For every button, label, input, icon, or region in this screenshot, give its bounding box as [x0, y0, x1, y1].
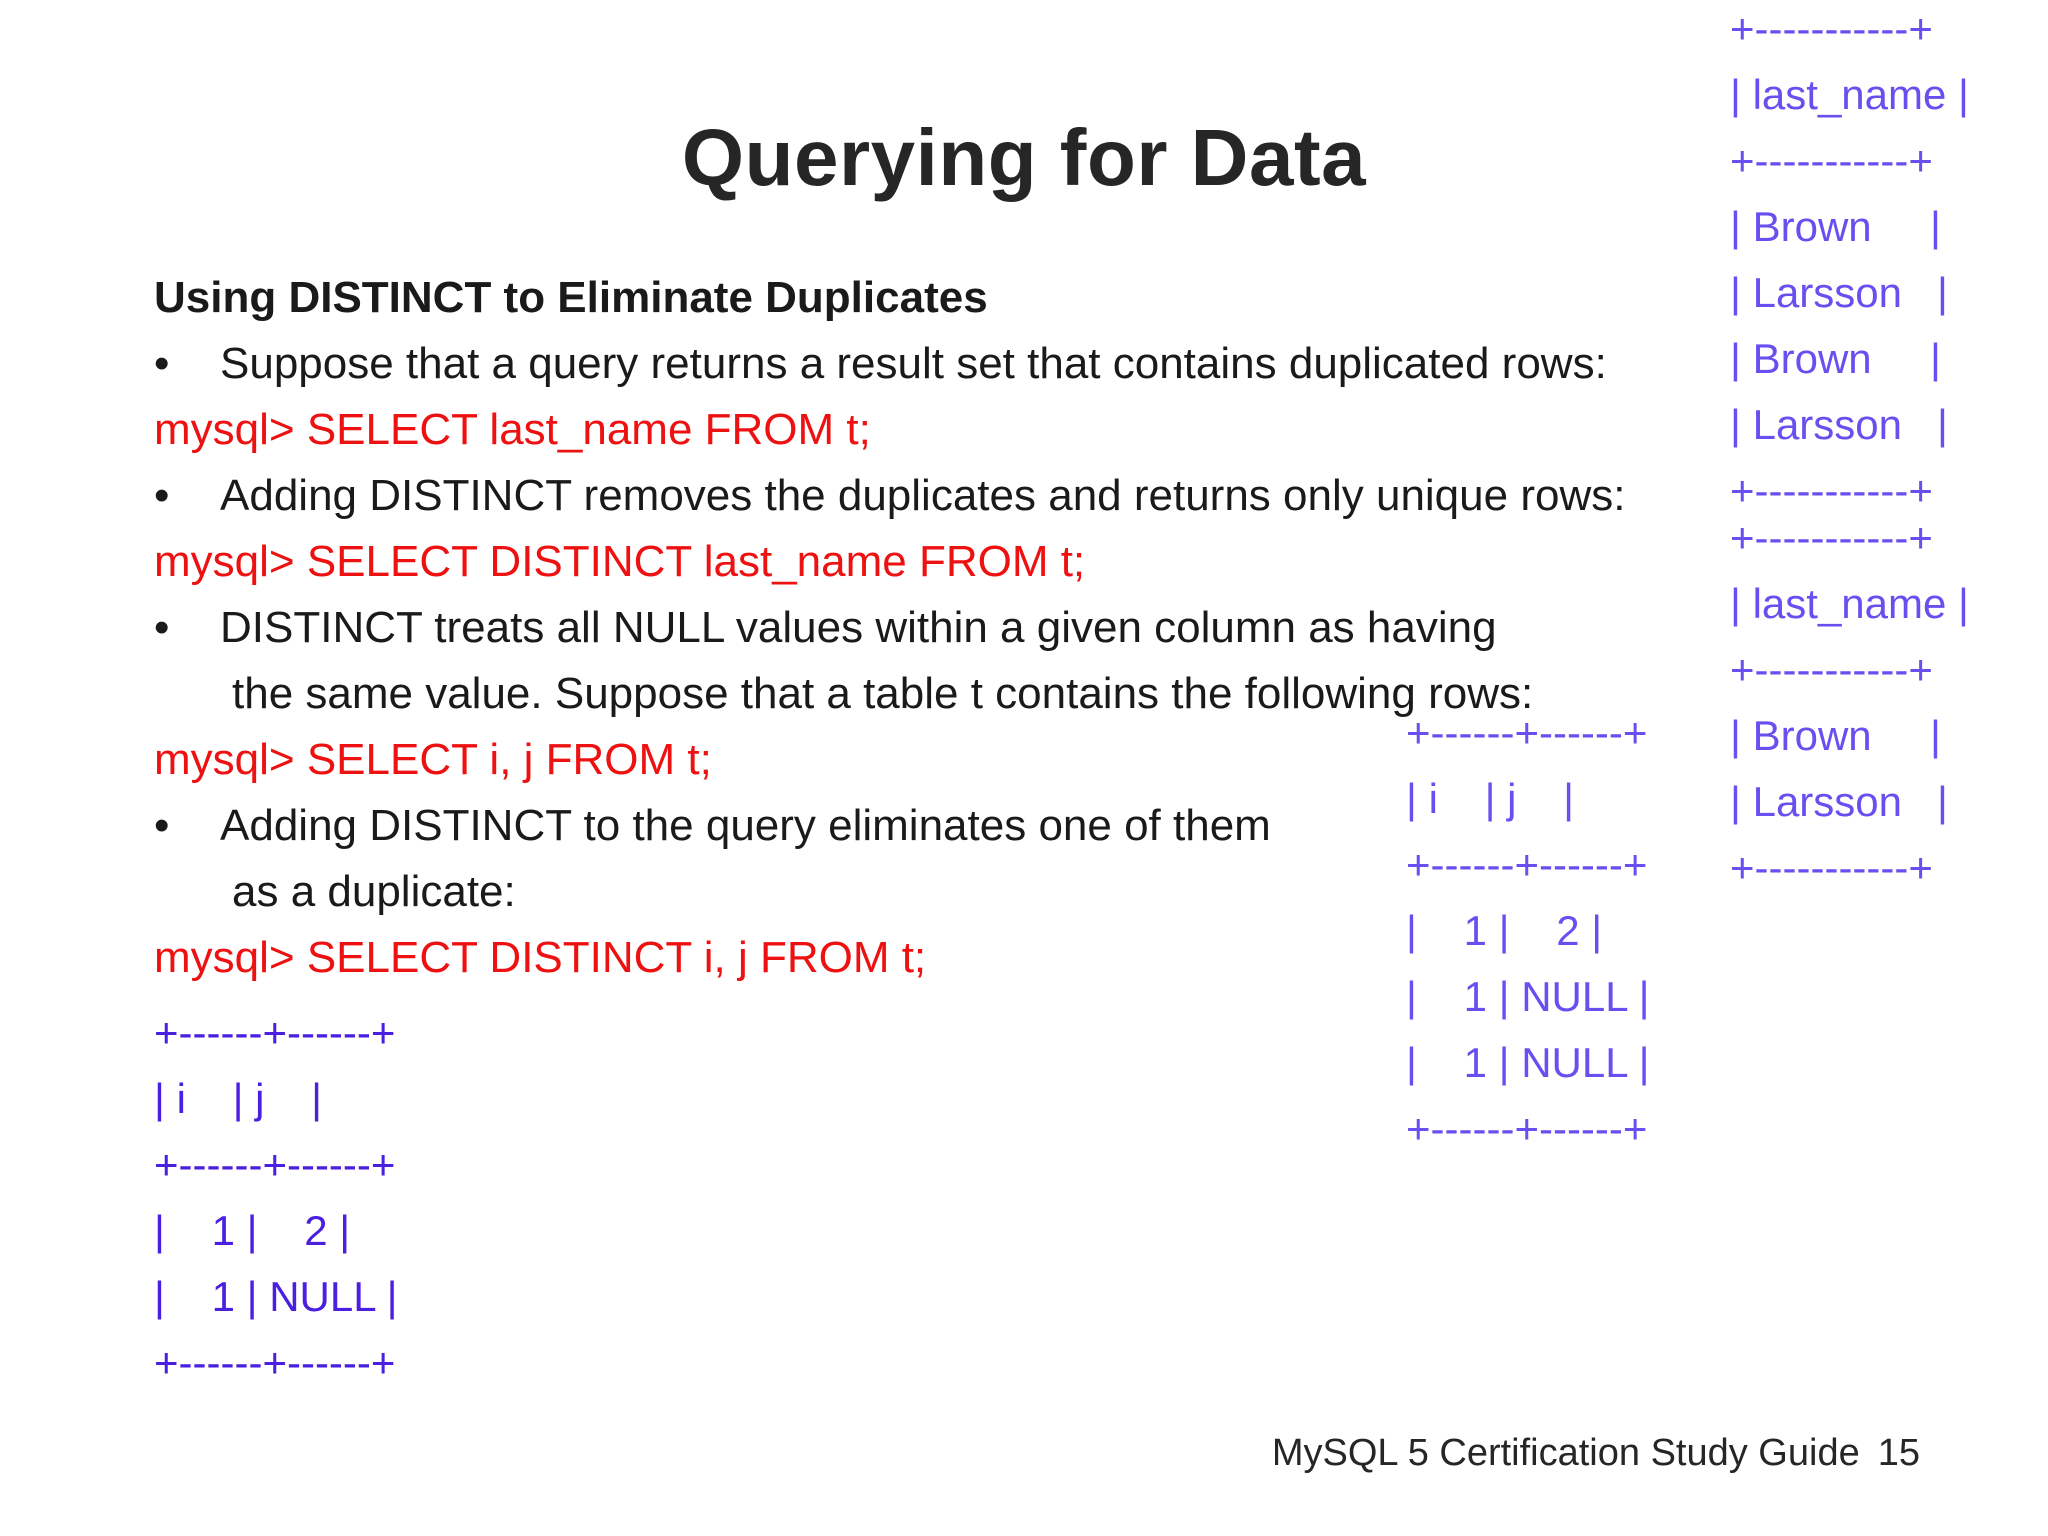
bullet-point — [154, 463, 1714, 529]
table-row: +------+------+ — [1406, 709, 1648, 756]
table-row: | 1 | 2 | — [1406, 907, 1603, 954]
table-row: | last_name | — [1730, 580, 1969, 627]
table-row: | i | j | — [154, 1075, 323, 1122]
bullet-icon: • — [154, 339, 170, 388]
table-row: | last_name | — [1730, 71, 1969, 118]
table-row: | Brown | — [1730, 203, 1941, 250]
table-row: | Larsson | — [1730, 269, 1948, 316]
bullet-continuation: as a duplicate: — [232, 867, 516, 916]
bullet-text: Adding DISTINCT removes the duplicates and returns only unique rows: — [220, 471, 1626, 520]
table-row: +-----------+ — [1730, 137, 1933, 184]
bullet-text: DISTINCT treats all NULL values within a given column as having — [220, 603, 1497, 652]
table-row: | Brown | — [1730, 712, 1941, 759]
table-row: +------+------+ — [1406, 841, 1648, 888]
bullet-icon: • — [154, 801, 170, 850]
bullet-text: Suppose that a query returns a result set that contains duplicated rows: — [220, 339, 1607, 388]
section-heading: Using DISTINCT to Eliminate Duplicates — [154, 273, 988, 322]
table-row: | 1 | NULL | — [1406, 1039, 1650, 1086]
page-number: 15 — [1877, 1432, 1920, 1474]
table-row: +------+------+ — [154, 1339, 396, 1386]
table-row: +------+------+ — [1406, 1105, 1648, 1152]
result-table-distinct-i-j — [154, 1000, 398, 1396]
bullet-continuation: the same value. Suppose that a table t contains the following rows: — [232, 669, 1534, 718]
sql-statement: mysql> SELECT last_name FROM t; — [154, 405, 871, 454]
table-row: | 1 | NULL | — [1406, 973, 1650, 1020]
table-row: | Larsson | — [1730, 778, 1948, 825]
sql-statement: mysql> SELECT DISTINCT i, j FROM t; — [154, 933, 927, 982]
table-row: +-----------+ — [1730, 646, 1933, 693]
sql-statement: mysql> SELECT i, j FROM t; — [154, 735, 712, 784]
table-row: | 1 | 2 | — [154, 1207, 351, 1254]
footer-text: MySQL 5 Certification Study Guide — [1271, 1432, 1860, 1474]
bullet-icon: • — [154, 471, 170, 520]
table-row: +-----------+ — [1730, 5, 1933, 52]
table-row: | Larsson | — [1730, 401, 1948, 448]
table-row: | Brown | — [1730, 335, 1941, 382]
slide-title: Querying for Data — [681, 113, 1367, 202]
table-row: +-----------+ — [1730, 467, 1933, 514]
table-row: +-----------+ — [1730, 514, 1933, 561]
table-row: +-----------+ — [1730, 844, 1933, 891]
bullet-point — [154, 331, 1714, 397]
bullet-icon: • — [154, 603, 170, 652]
table-row: | 1 | NULL | — [154, 1273, 398, 1320]
result-table-distinct-last-name — [1730, 505, 1969, 901]
slide-footer — [1272, 1432, 1920, 1475]
sql-statement: mysql> SELECT DISTINCT last_name FROM t; — [154, 537, 1086, 586]
table-row: | i | j | — [1406, 775, 1575, 822]
table-row: +------+------+ — [154, 1009, 396, 1056]
bullet-text: Adding DISTINCT to the query eliminates one of them — [220, 801, 1271, 850]
table-row: +------+------+ — [154, 1141, 396, 1188]
result-table-i-j — [1406, 700, 1650, 1162]
bullet-point — [154, 595, 1714, 661]
result-table-last-name — [1730, 0, 1969, 524]
